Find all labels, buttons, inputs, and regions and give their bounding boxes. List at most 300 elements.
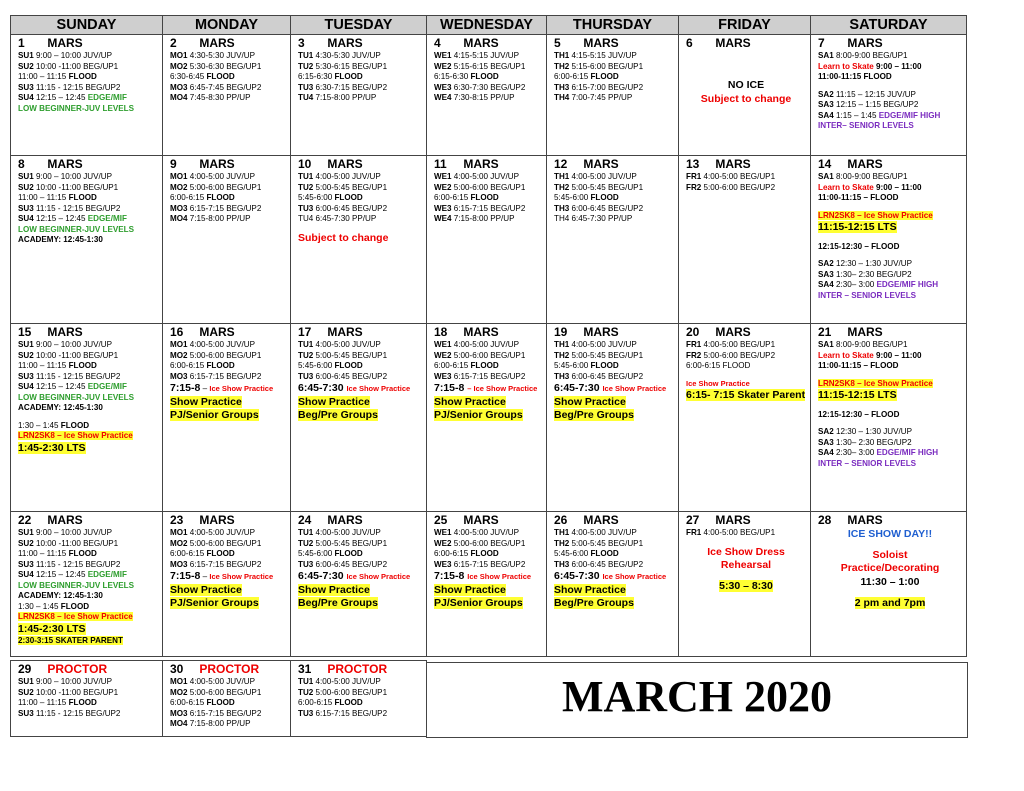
session-line	[554, 340, 674, 351]
session-text: SA1	[818, 51, 836, 60]
spacer	[686, 573, 806, 580]
session-text: 6:30-7:15 BEG/UP2	[315, 82, 388, 92]
day-cell	[163, 324, 291, 512]
session-line	[170, 51, 286, 62]
session-text: FLOOD	[334, 361, 363, 371]
session-text: Beg/Pre Groups	[554, 409, 634, 422]
session-line	[434, 204, 542, 215]
day-header	[686, 157, 806, 172]
session-text: 6:00-6:15	[170, 549, 207, 559]
session-line	[170, 340, 286, 351]
session-text: TU1	[298, 172, 316, 181]
day-header	[818, 36, 962, 51]
session-text: TU4	[298, 93, 316, 103]
rink-label: MARS	[324, 513, 363, 527]
last-week-row	[10, 660, 427, 737]
session-line	[298, 560, 422, 571]
session-line	[434, 597, 542, 611]
session-line	[170, 409, 286, 423]
session-text: 12:15 – 12:45	[36, 214, 88, 224]
session-text: –	[200, 384, 210, 394]
session-line	[170, 677, 286, 688]
session-text: MO4	[170, 93, 190, 103]
session-text: Beg/Pre Groups	[298, 597, 378, 610]
session-text: 11:00 – 11:15	[18, 698, 69, 708]
session-line	[18, 351, 158, 362]
session-text: 5:15-6:15 BEG/UP1	[453, 61, 526, 71]
session-line	[18, 677, 158, 688]
session-text: 11:00 – 11:15	[18, 549, 69, 559]
session-line	[170, 528, 286, 539]
session-text: Ice Show Practice	[209, 384, 274, 394]
session-text: 12:30 – 1:30 JUV/UP	[836, 259, 913, 269]
session-text: FLOOD	[334, 193, 363, 203]
session-line	[18, 528, 158, 539]
session-text: FLOOD	[60, 420, 90, 430]
day-cell	[11, 156, 163, 324]
session-text: 4:00-5:00 JUV/UP	[189, 528, 256, 537]
session-text: 11:15-12:15 LTS	[818, 221, 897, 234]
day-cell	[811, 324, 967, 512]
day-number: 25	[434, 513, 448, 527]
session-text: SA2	[818, 259, 836, 269]
day-cell	[427, 512, 547, 657]
day-number: 2	[170, 36, 177, 50]
session-text: Show Practice	[554, 395, 626, 408]
day-cell	[679, 512, 811, 657]
session-text: 11:00-11:15 – FLOOD	[818, 193, 899, 203]
session-text: 11:30 – 1:00	[860, 575, 920, 588]
session-line	[818, 121, 962, 132]
day-cell	[291, 661, 427, 737]
session-text: 6:00-6:45 BEG/UP2	[571, 371, 644, 381]
session-text: Ice Show Practice	[346, 572, 411, 582]
session-text: 11:15 - 12:15 BEG/UP2	[36, 82, 121, 92]
session-text: MO2	[170, 350, 190, 360]
day-cell	[11, 35, 163, 156]
day-header	[170, 325, 286, 340]
session-text: 6:00-6:45 BEG/UP2	[571, 203, 644, 213]
session-text: 11:15 – 12:15 JUV/UP	[836, 89, 916, 99]
session-text: 6:15-7:15 BEG/UP2	[453, 203, 526, 213]
session-text: SA2	[818, 427, 836, 437]
session-text: 6:00-6:15	[298, 698, 335, 708]
spacer	[818, 403, 962, 410]
day-cell	[547, 512, 679, 657]
session-text: FLOOD	[334, 549, 363, 559]
session-text: TU1	[298, 528, 316, 537]
session-line	[298, 528, 422, 539]
day-header	[298, 325, 422, 340]
session-text: 6:15- 7:15 Skater Parent	[686, 389, 806, 402]
session-text: TH1	[554, 172, 572, 181]
session-text: LRN2SK8 – Ice Show Practice	[18, 612, 133, 622]
session-text: Show Practice	[554, 583, 626, 596]
session-line	[18, 581, 158, 592]
session-line	[434, 193, 542, 204]
session-text: MO1	[170, 51, 190, 60]
session-text: 12:30 – 1:30 JUV/UP	[836, 427, 913, 437]
rink-label: MARS	[712, 157, 751, 171]
session-text: 6:15-6:30	[434, 72, 471, 82]
session-line	[170, 396, 286, 410]
month-title: MARCH 2020	[426, 662, 968, 738]
session-line	[554, 549, 674, 560]
session-text: SU2	[18, 538, 36, 548]
day-cell	[427, 324, 547, 512]
session-line	[298, 396, 422, 410]
session-line	[170, 214, 286, 225]
session-text: MO1	[170, 172, 190, 181]
day-header	[298, 513, 422, 528]
session-text: 7:15-8:00 PP/UP	[189, 214, 251, 224]
session-text: 4:00-5:00 JUV/UP	[453, 528, 520, 537]
day-header	[554, 157, 674, 172]
session-line	[818, 62, 962, 73]
session-text: TH2	[554, 61, 572, 71]
session-text: 5:45-6:00	[554, 361, 591, 371]
session-text: 6:00-6:15	[170, 361, 207, 371]
session-line	[18, 214, 158, 225]
session-line	[298, 93, 422, 104]
session-text: TH3	[554, 371, 572, 381]
session-line	[554, 72, 674, 83]
session-text: MO2	[170, 61, 190, 71]
session-text: 5:00-6:00 BEG/UP1	[189, 350, 262, 360]
session-line	[170, 549, 286, 560]
session-line	[818, 562, 962, 576]
session-line	[686, 340, 806, 351]
session-text: MO1	[170, 528, 190, 537]
session-text: 5:00-6:00 BEG/UP1	[315, 687, 388, 697]
session-line	[686, 546, 806, 560]
session-line	[818, 183, 962, 194]
rink-label: MARS	[196, 325, 235, 339]
session-text: SU3	[18, 371, 36, 381]
session-line	[686, 379, 806, 390]
session-text: 10:00 -11:00 BEG/UP1	[36, 182, 119, 192]
session-text: 5:00-6:00 BEG/UP1	[189, 538, 262, 548]
session-text: 12:15 – 12:45	[36, 382, 88, 392]
day-header	[434, 157, 542, 172]
session-line	[818, 280, 962, 291]
rink-label: MARS	[844, 325, 883, 339]
session-text: 8:00-9:00 BEG/UP1	[836, 340, 908, 349]
session-line	[18, 235, 158, 246]
session-text: FLOOD	[334, 698, 363, 708]
session-text: 12:15 – 12:45	[36, 570, 88, 580]
session-text: TH2	[554, 182, 572, 192]
session-line	[298, 372, 422, 383]
session-line	[298, 83, 422, 94]
session-text: SU3	[18, 203, 36, 213]
rink-label: MARS	[844, 36, 883, 50]
session-text: FLOOD	[206, 698, 235, 708]
session-line	[18, 104, 158, 115]
session-line	[554, 584, 674, 598]
session-text: EDGE/MIF	[87, 570, 127, 580]
session-text: SU3	[18, 559, 36, 569]
session-text: FLOOD	[68, 698, 97, 708]
session-text: Learn to Skate	[818, 182, 877, 192]
session-line	[298, 204, 422, 215]
session-line	[554, 361, 674, 372]
session-text: PJ/Senior Groups	[170, 597, 259, 610]
session-text: 4:30-5:30 JUV/UP	[315, 51, 381, 60]
session-text: 5:00-5:45 BEG/UP1	[315, 182, 388, 192]
session-line	[434, 51, 542, 62]
day-number: 13	[686, 157, 700, 171]
session-line	[298, 677, 422, 688]
session-line	[18, 560, 158, 571]
session-text: 12:15 – 12:45	[36, 93, 88, 103]
session-line	[434, 560, 542, 571]
session-line	[18, 172, 158, 183]
session-text: EDGE/MIF HIGH	[876, 280, 939, 290]
session-text: 10:00 -11:00 BEG/UP1	[36, 687, 119, 697]
session-line	[170, 351, 286, 362]
session-line	[434, 528, 542, 539]
spacer	[686, 539, 806, 546]
session-line	[818, 340, 962, 351]
spacer	[818, 420, 962, 427]
session-line	[18, 372, 158, 383]
session-text: SU2	[18, 687, 36, 697]
session-text: TU2	[298, 61, 316, 71]
session-line	[686, 172, 806, 183]
session-text: Show Practice	[170, 395, 242, 408]
session-text: SU4	[18, 214, 36, 224]
session-line	[170, 382, 286, 396]
day-cell	[291, 156, 427, 324]
session-text: WE1	[434, 172, 454, 181]
session-text: Learn to Skate	[818, 350, 877, 360]
session-line	[170, 570, 286, 584]
session-text: 7:15-8	[170, 570, 201, 583]
session-line	[298, 570, 422, 584]
session-text: 7:15-8:00 PP/UP	[189, 719, 251, 729]
session-text: 5:15-6:00 BEG/UP1	[571, 61, 644, 71]
session-text: MO3	[170, 708, 190, 718]
week-row	[11, 156, 967, 324]
session-line	[298, 361, 422, 372]
session-text: – Ice Show Practice	[467, 384, 538, 394]
session-line	[18, 193, 158, 204]
day-number: 5	[554, 36, 561, 50]
session-text: SU1	[18, 51, 36, 60]
spacer	[818, 83, 962, 90]
session-line	[686, 580, 806, 594]
session-line	[554, 570, 674, 584]
spacer	[298, 225, 422, 232]
session-text: 5:45-6:00	[554, 193, 591, 203]
session-text: WE1	[434, 528, 454, 537]
day-number: 24	[298, 513, 312, 527]
session-text: FLOOD	[68, 72, 97, 82]
session-line	[434, 584, 542, 598]
session-line	[818, 242, 962, 253]
day-header	[818, 157, 962, 172]
rink-label: MARS	[712, 513, 751, 527]
session-text: 12:15-12:30 – FLOOD	[818, 409, 900, 419]
session-line	[298, 409, 422, 423]
session-line	[434, 62, 542, 73]
session-text: 5:45-6:00	[298, 549, 335, 559]
session-text: 4:00-5:00 JUV/UP	[315, 528, 381, 537]
spacer	[818, 590, 962, 597]
session-line	[686, 389, 806, 403]
session-text: 12:15-12:30 – FLOOD	[818, 241, 900, 251]
session-text: 11:15 - 12:15 BEG/UP2	[36, 203, 121, 213]
session-text: FLOOD	[68, 193, 97, 203]
rink-label: MARS	[196, 157, 235, 171]
header-tuesday: TUESDAY	[291, 16, 427, 35]
session-text: 7:15-8:00 PP/UP	[315, 93, 377, 103]
session-line	[434, 361, 542, 372]
session-text: Show Practice	[170, 583, 242, 596]
day-header	[170, 36, 286, 51]
session-line	[554, 83, 674, 94]
session-text: 1:30– 2:30 BEG/UP2	[836, 269, 912, 279]
session-text: INTER– SENIOR LEVELS	[818, 121, 914, 131]
session-line	[18, 62, 158, 73]
session-text: TH3	[554, 559, 572, 569]
day-cell	[11, 324, 163, 512]
day-number: 26	[554, 513, 568, 527]
session-text: 6:00-6:15 FLOOD	[686, 361, 751, 371]
session-text: SA3	[818, 437, 836, 447]
day-cell	[11, 512, 163, 657]
session-text: 5:45-6:00	[298, 361, 335, 371]
rink-label: MARS	[712, 325, 751, 339]
session-line	[818, 90, 962, 101]
session-text: 6:00-6:15	[434, 549, 471, 559]
session-line	[298, 597, 422, 611]
session-text: 10:00 -11:00 BEG/UP1	[36, 350, 119, 360]
header-sunday: SUNDAY	[11, 16, 163, 35]
session-text: TU1	[298, 340, 316, 349]
session-text: TH1	[554, 340, 572, 349]
session-line	[818, 111, 962, 122]
session-text: PJ/Senior Groups	[170, 409, 259, 422]
session-text: 4:00-5:00 BEG/UP1	[703, 172, 776, 181]
session-text: FLOOD	[470, 72, 499, 82]
rink-label: MARS	[324, 157, 363, 171]
session-text: 4:00-5:00 JUV/UP	[453, 340, 520, 349]
session-text: 5:00-5:45 BEG/UP1	[571, 538, 644, 548]
session-line	[554, 93, 674, 104]
rink-label: MARS	[196, 36, 235, 50]
session-text: 6:15-7:15 BEG/UP2	[189, 708, 262, 718]
session-text: TU2	[298, 182, 316, 192]
session-text: –	[200, 572, 210, 582]
session-text: EDGE/MIF HIGH	[878, 110, 941, 120]
session-text: Ice Show Practice	[602, 572, 667, 582]
session-line	[18, 549, 158, 560]
session-text: SA4	[818, 280, 836, 290]
session-text: FR1	[686, 340, 704, 349]
session-text: 6:15-7:15 BEG/UP2	[453, 559, 526, 569]
session-line	[818, 389, 962, 403]
session-text: SU2	[18, 350, 36, 360]
rink-label: MARS	[460, 513, 499, 527]
session-line	[170, 560, 286, 571]
session-text: WE2	[434, 182, 454, 192]
day-cell	[679, 156, 811, 324]
session-text: Ice Show Practice	[467, 572, 532, 582]
session-text: 6:45-7:30	[554, 570, 603, 583]
day-header	[170, 662, 286, 677]
rink-label: MARS	[580, 513, 619, 527]
session-text: MO3	[170, 559, 190, 569]
day-cell	[679, 35, 811, 156]
session-line	[18, 442, 158, 456]
day-cell	[427, 35, 547, 156]
session-text: 6:45-7:30	[298, 570, 347, 583]
session-line	[554, 372, 674, 383]
session-text: 9:00 – 11:00	[876, 182, 922, 192]
day-number: 14	[818, 157, 832, 171]
session-text: TH2	[554, 350, 572, 360]
session-text: FLOOD	[470, 549, 499, 559]
session-line	[818, 100, 962, 111]
session-line	[554, 560, 674, 571]
session-text: SU2	[18, 182, 36, 192]
rink-label: MARS	[580, 157, 619, 171]
session-line	[170, 83, 286, 94]
week-row	[11, 324, 967, 512]
session-text: Ice Show Practice	[209, 572, 274, 582]
rink-label: MARS	[324, 36, 363, 50]
session-text: TU2	[298, 687, 316, 697]
session-text: 9:00 – 10:00 JUV/UP	[36, 51, 113, 60]
rink-label: MARS	[460, 325, 499, 339]
session-text: FLOOD	[470, 193, 499, 203]
session-text: 5:45-6:00	[554, 549, 591, 559]
day-number: 31	[298, 662, 312, 676]
session-text: 9:00 – 11:00	[876, 61, 922, 71]
session-text: 6:00-6:15	[434, 361, 471, 371]
day-header	[298, 36, 422, 51]
day-number: 27	[686, 513, 700, 527]
day-number: 1	[18, 36, 25, 50]
session-text: 4:00-5:00 JUV/UP	[571, 340, 637, 349]
session-text: TH2	[554, 538, 572, 548]
day-number: 21	[818, 325, 832, 339]
session-line	[434, 382, 542, 396]
rink-label: PROCTOR	[44, 662, 108, 676]
session-text: MO3	[170, 82, 190, 92]
day-cell	[547, 156, 679, 324]
session-text: 5:00-5:45 BEG/UP1	[571, 350, 644, 360]
session-text: MO4	[170, 214, 190, 224]
session-line	[170, 193, 286, 204]
session-text: TU4 6:45-7:30 PP/UP	[298, 214, 377, 224]
session-line	[18, 72, 158, 83]
session-text: ICE SHOW DAY!!	[847, 528, 933, 540]
day-header	[18, 157, 158, 172]
day-number: 22	[18, 513, 32, 527]
spacer	[818, 252, 962, 259]
session-text: FR2	[686, 182, 704, 192]
session-line	[434, 570, 542, 584]
rink-label: MARS	[460, 157, 499, 171]
header-monday: MONDAY	[163, 16, 291, 35]
session-text: 12:15 – 1:15 BEG/UP2	[836, 100, 919, 110]
session-line	[818, 427, 962, 438]
session-line	[434, 72, 542, 83]
session-text: WE2	[434, 350, 454, 360]
